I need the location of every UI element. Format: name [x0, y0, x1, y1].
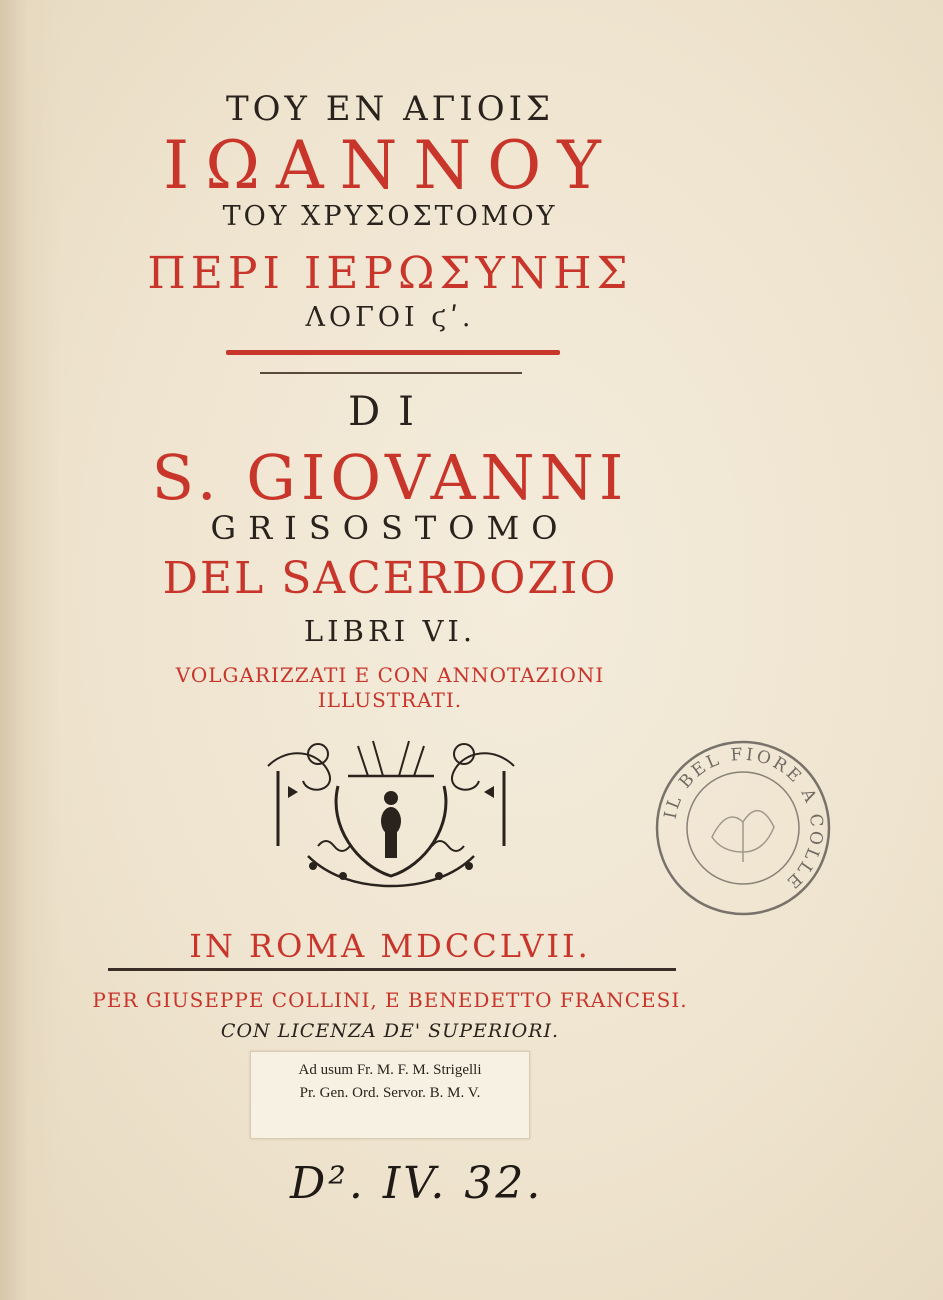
imprint-line: IN ROMA MDCCLVII. — [189, 927, 591, 965]
work-title: DEL SACERDOZIO — [162, 553, 618, 604]
di-line: DI — [348, 389, 432, 435]
thin-rule — [260, 372, 522, 374]
subtitle-line-2: ILLUSTRATI. — [317, 688, 463, 712]
books-count: LIBRI VI. — [303, 614, 477, 648]
handwritten-shelfmark: D². IV. 32. — [290, 1158, 544, 1209]
imprint-rule — [108, 968, 676, 971]
license-line: CON LICENZA DE' SUPERIORI. — [220, 1020, 560, 1042]
stamp-text: IL BEL FIORE A COLLE — [660, 744, 827, 894]
ownership-label — [250, 1051, 530, 1139]
greek-logoi: ΛΟΓΟΙ ϛʹ. — [305, 302, 475, 333]
author-surname: GRISOSTOMO — [210, 509, 570, 547]
greek-title: ΠΕΡΙ ΙΕΡΩΣΥΝΗΣ — [147, 248, 633, 299]
author-name: S. GIOVANNI — [151, 441, 629, 514]
greek-line-3: ΤΟΥ ΧΡΥΣΟΣΤΟΜΟΥ — [222, 201, 558, 232]
printers-line: PER GIUSEPPE COLLINI, E BENEDETTO FRANCESI. — [92, 988, 688, 1012]
greek-line-1: ΤΟΥ ΕΝ ΑΓΙΟΙΣ — [225, 89, 555, 129]
red-rule — [226, 350, 560, 355]
printers-ornament-icon — [248, 726, 534, 892]
svg-text:IL BEL FIORE A COLLE — [661, 745, 827, 894]
ownership-label-line-2: Pr. Gen. Ord. Servor. B. M. V. — [299, 1085, 481, 1101]
subtitle-line-1: VOLGARIZZATI E CON ANNOTAZIONI — [175, 663, 605, 687]
greek-name: ΙΩΑΝΝΟΥ — [163, 127, 617, 204]
ownership-label-line-1: Ad usum Fr. M. F. M. Strigelli — [298, 1062, 482, 1078]
library-stamp-icon — [652, 737, 834, 919]
